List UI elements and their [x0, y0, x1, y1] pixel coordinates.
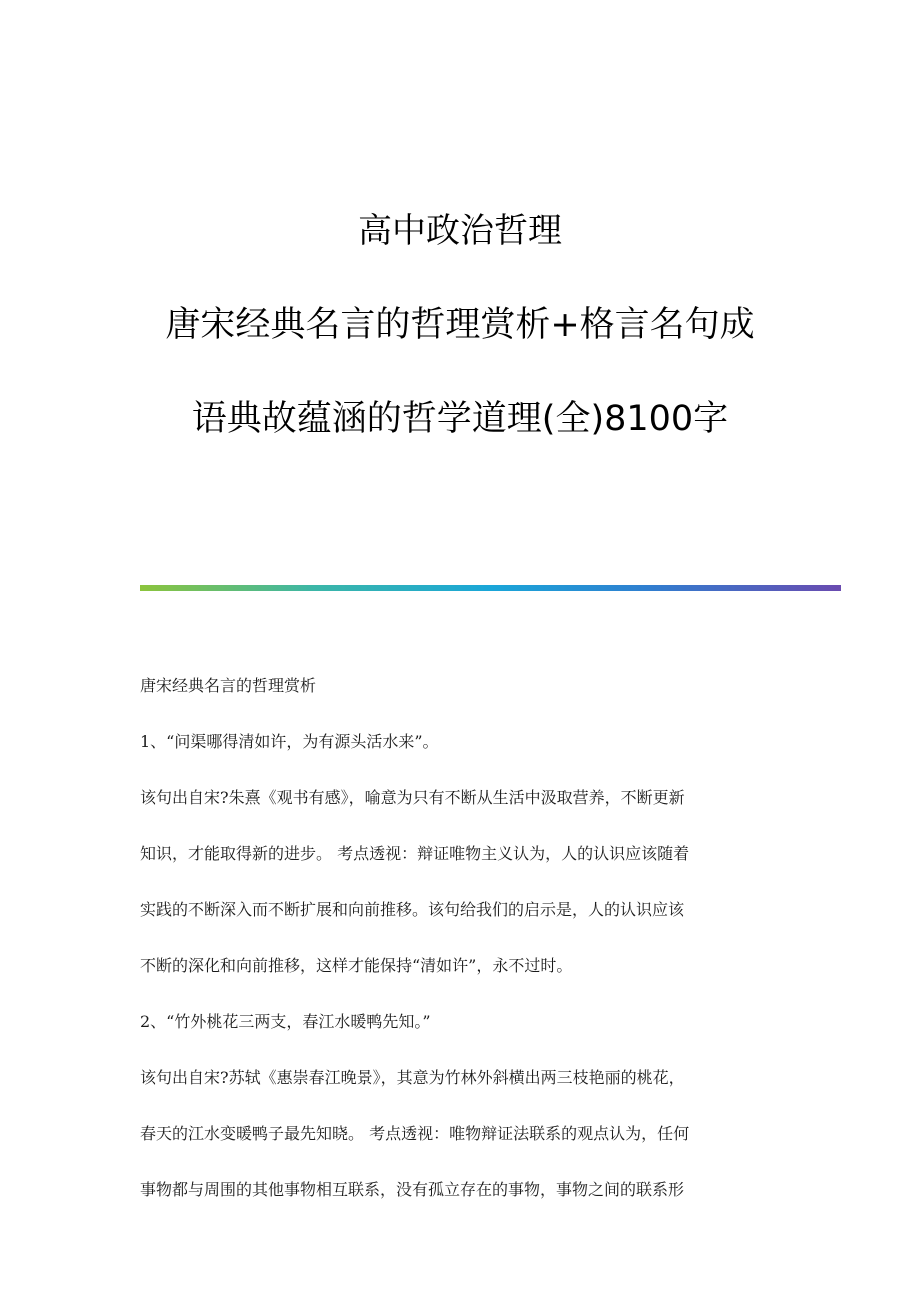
paragraph-line: 该句出自宋?朱熹《观书有感》，喻意为只有不断从生活中汲取营养，不断更新 [140, 788, 685, 807]
paragraph-line: 知识，才能取得新的进步。 考点透视：辩证唯物主义认为，人的认识应该随着 [140, 844, 690, 863]
document-title [0, 208, 920, 442]
paragraph-line: 春天的江水变暖鸭子最先知晓。 考点透视：唯物辩证法联系的观点认为，任何 [140, 1124, 690, 1143]
paragraph-1 [140, 782, 785, 982]
paragraph-line: 该句出自宋?苏轼《惠崇春江晚景》，其意为竹林外斜横出两三枝艳丽的桃花， [140, 1068, 685, 1087]
document-body [140, 670, 785, 1230]
section-heading: 唐宋经典名言的哲理赏析 [140, 676, 317, 695]
quote-item-1: 1、“问渠哪得清如许，为有源头活水来”。 [140, 732, 439, 751]
paragraph-line: 实践的不断深入而不断扩展和向前推移。该句给我们的启示是，人的认识应该 [140, 900, 685, 919]
title-line-3: 语典故蕴涵的哲学道理(全)8100字 [191, 399, 729, 439]
paragraph-line: 不断的深化和向前推移，这样才能保持“清如许”，永不过时。 [140, 956, 573, 975]
quote-item-2: 2、“竹外桃花三两支，春江水暖鸭先知。” [140, 1012, 431, 1031]
gradient-divider [140, 585, 841, 591]
title-line-1: 高中政治哲理 [358, 211, 562, 251]
title-line-2: 唐宋经典名言的哲理赏析+格言名句成 [165, 305, 755, 345]
paragraph-2 [140, 1062, 785, 1206]
paragraph-line: 事物都与周围的其他事物相互联系，没有孤立存在的事物，事物之间的联系形 [140, 1180, 685, 1199]
